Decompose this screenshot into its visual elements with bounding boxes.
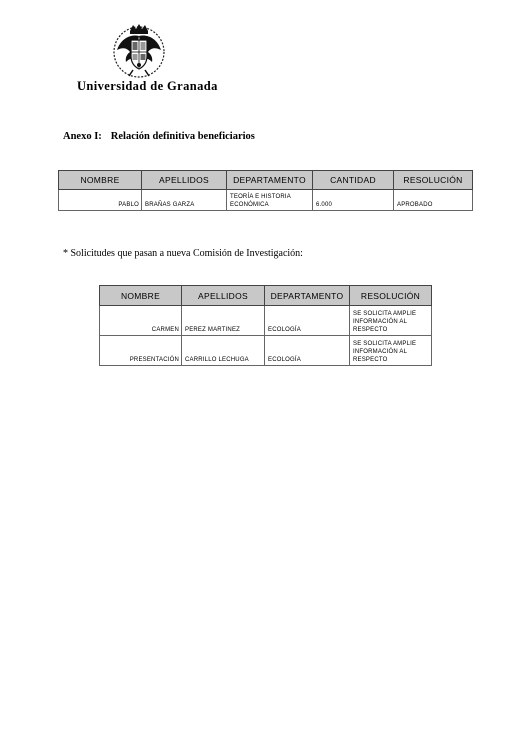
cell-resolucion: SE SOLICITA AMPLIE INFORMACIÓN AL RESPECTO bbox=[350, 306, 432, 336]
university-crest-icon bbox=[111, 22, 167, 80]
cell-departamento: TEORÍA E HISTORIA ECONÓMICA bbox=[227, 190, 313, 211]
beneficiaries-table bbox=[58, 170, 473, 211]
cell-apellidos: CARRILLO LECHUGA bbox=[182, 336, 265, 366]
table-row bbox=[100, 306, 432, 336]
cell-resolucion: SE SOLICITA AMPLIE INFORMACIÓN AL RESPECTO bbox=[350, 336, 432, 366]
column-header-nombre: NOMBRE bbox=[100, 286, 182, 306]
table-row bbox=[100, 336, 432, 366]
cell-apellidos: PEREZ MARTINEZ bbox=[182, 306, 265, 336]
annex-heading bbox=[63, 131, 255, 142]
cell-cantidad: 6.000 bbox=[313, 190, 394, 211]
column-header-nombre: NOMBRE bbox=[59, 171, 142, 190]
pending-applications-table bbox=[99, 285, 432, 366]
column-header-apellidos: APELLIDOS bbox=[142, 171, 227, 190]
table-header-row bbox=[100, 286, 432, 306]
cell-nombre: PRESENTACIÓN bbox=[100, 336, 182, 366]
commission-note: * Solicitudes que pasan a nueva Comisión de Investigación: bbox=[63, 248, 303, 259]
column-header-departamento: DEPARTAMENTO bbox=[265, 286, 350, 306]
cell-departamento: ECOLOGÍA bbox=[265, 336, 350, 366]
cell-resolucion: APROBADO bbox=[394, 190, 473, 211]
column-header-resolucion: RESOLUCIÓN bbox=[394, 171, 473, 190]
annex-title: Relación definitiva beneficiarios bbox=[110, 131, 255, 142]
university-name: Universidad de Granada bbox=[77, 79, 218, 93]
column-header-departamento: DEPARTAMENTO bbox=[227, 171, 313, 190]
table-header-row bbox=[59, 171, 473, 190]
column-header-cantidad: CANTIDAD bbox=[313, 171, 394, 190]
column-header-apellidos: APELLIDOS bbox=[182, 286, 265, 306]
cell-nombre: CARMEN bbox=[100, 306, 182, 336]
annex-label: Anexo I: bbox=[63, 131, 102, 142]
cell-nombre: PABLO bbox=[59, 190, 142, 211]
cell-apellidos: BRAÑAS GARZA bbox=[142, 190, 227, 211]
cell-departamento: ECOLOGÍA bbox=[265, 306, 350, 336]
table-row bbox=[59, 190, 473, 211]
column-header-resolucion: RESOLUCIÓN bbox=[350, 286, 432, 306]
